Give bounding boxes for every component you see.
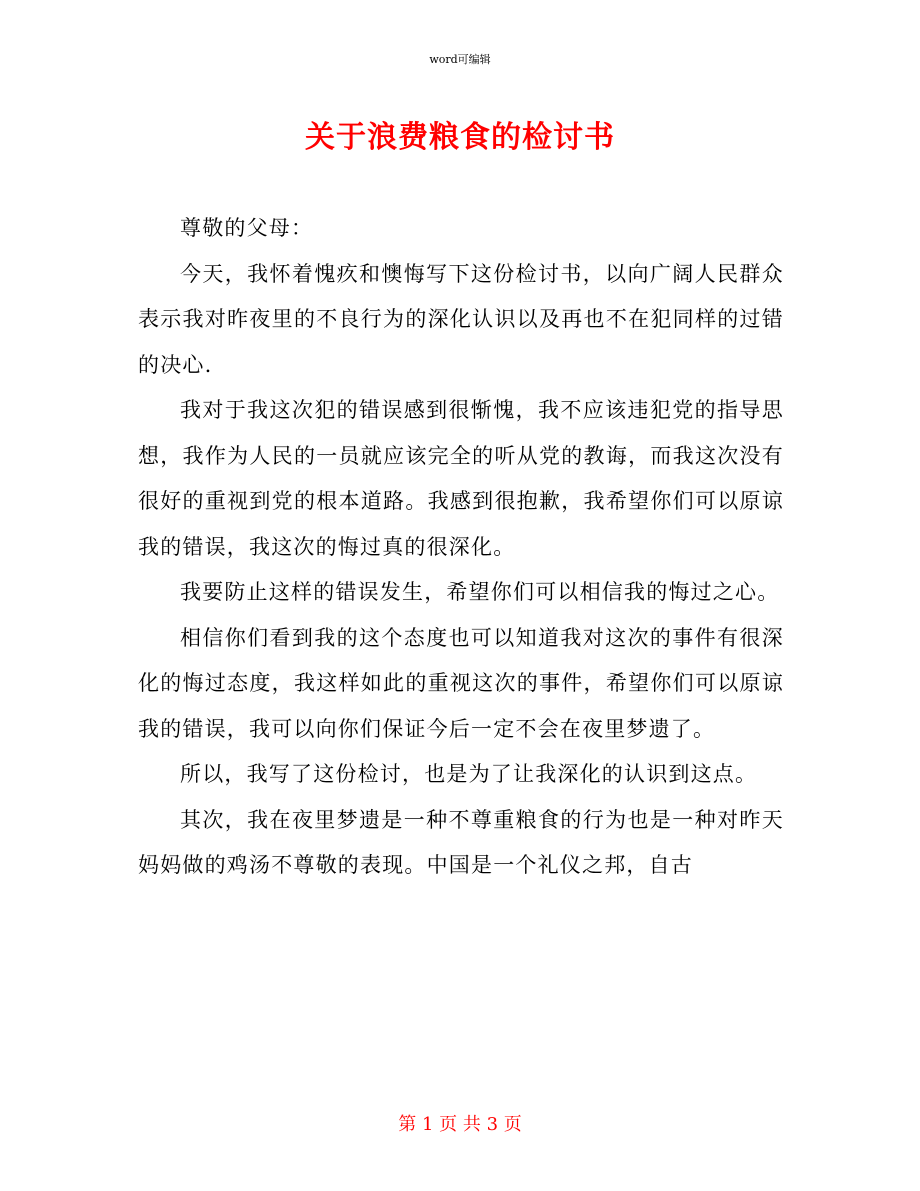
- document-title: 关于浪费粮食的检讨书: [305, 120, 615, 155]
- document-body: [138, 206, 784, 889]
- paragraph: 所以，我写了这份检讨，也是为了让我深化的认识到这点。: [180, 762, 758, 786]
- paragraph: 我要防止这样的错误发生，希望你们可以相信我的悔过之心。: [180, 580, 780, 604]
- paragraph: 其次，我在夜里梦遗是一种不尊重粮食的行为也是一种对昨天妈妈做的鸡汤不尊敬的表现。中国是一个礼仪之邦，自古: [138, 807, 784, 877]
- salutation: 尊敬的父母：: [180, 216, 314, 240]
- paragraph: 今天，我怀着愧疚和懊悔写下这份检讨书，以向广阔人民群众表示我对昨夜里的不良行为的深化认识以及再也不在犯同样的过错的决心.: [138, 261, 784, 377]
- paragraph: 相信你们看到我的这个态度也可以知道我对这次的事件有很深化的悔过态度，我这样如此的重视这次的事件，希望你们可以原谅我的错误，我可以向你们保证今后一定不会在夜里梦遗了。: [138, 625, 784, 741]
- paragraph: 我对于我这次犯的错误感到很惭愧，我不应该违犯党的指导思想，我作为人民的一员就应该完全的听从党的教诲，而我这次没有很好的重视到党的根本道路。我感到很抱歉，我希望你们可以原谅我的错误，我这次的悔过真的很深化。: [138, 398, 784, 559]
- page-header: word可编辑: [429, 53, 491, 66]
- page-number-footer: 第 1 页 共 3 页: [398, 1114, 522, 1135]
